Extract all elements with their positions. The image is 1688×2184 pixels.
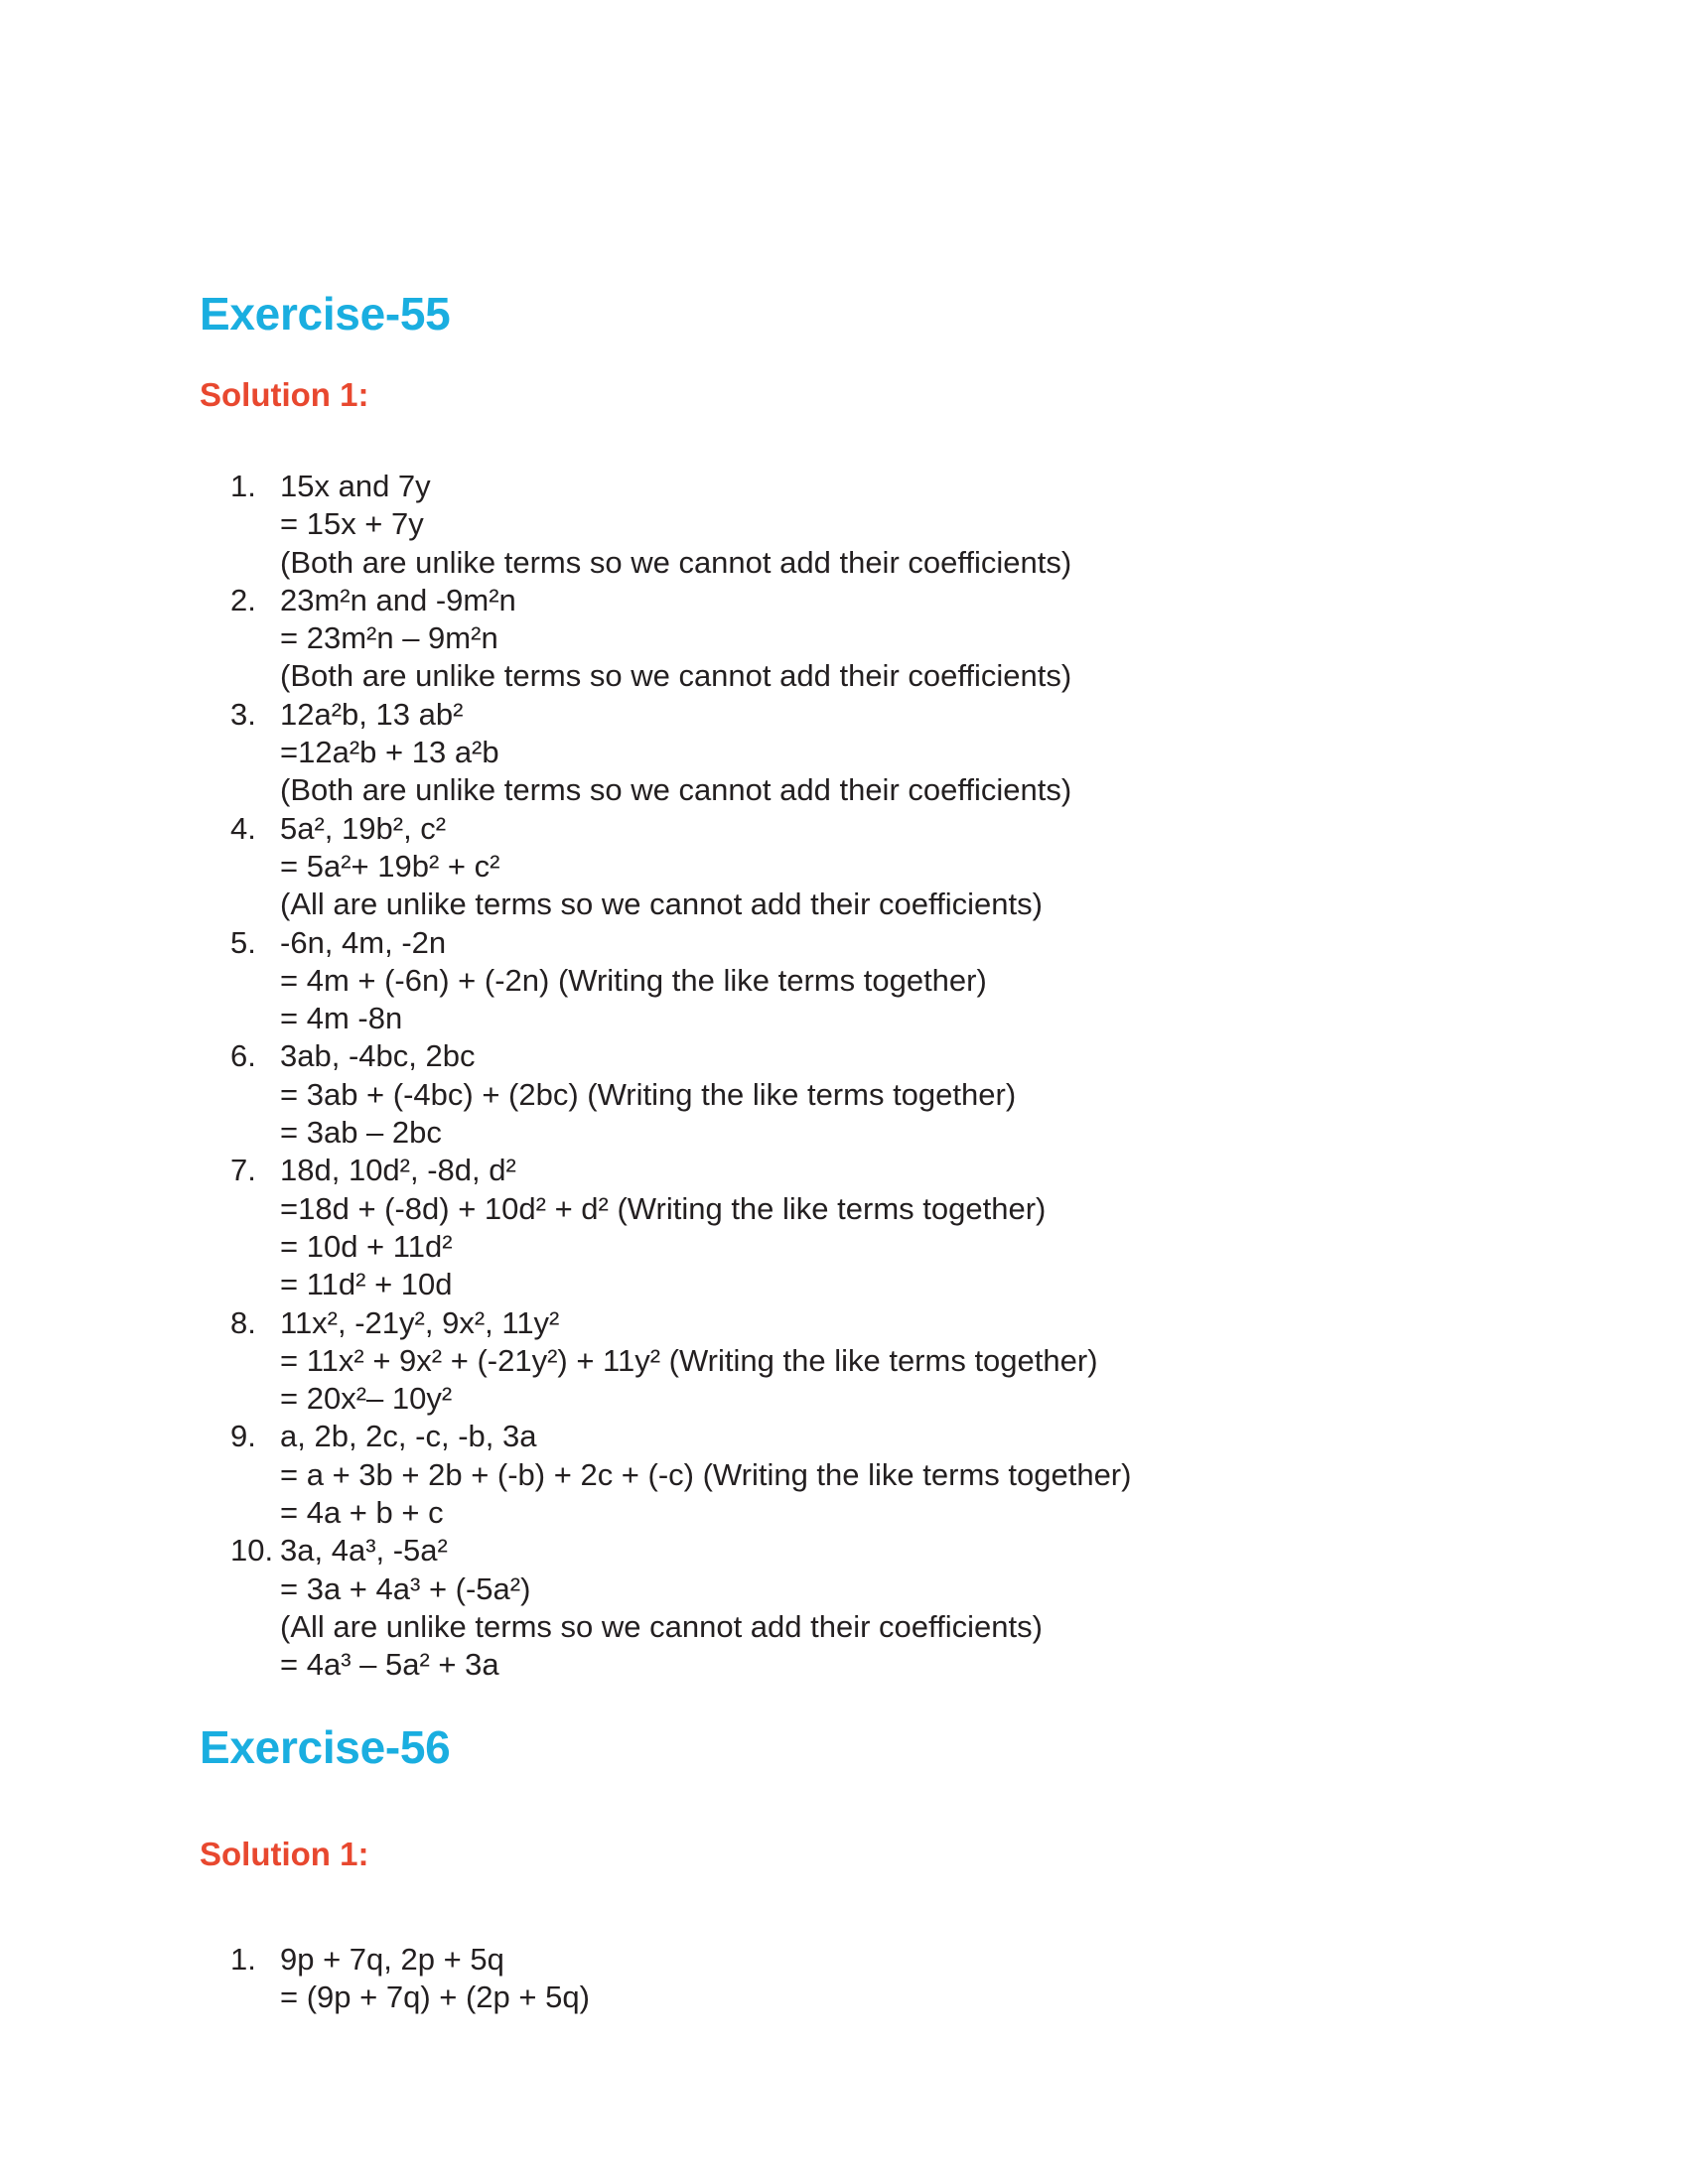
solution-item-5 [230,924,1131,1038]
exercise-55-heading: Exercise-55 [200,288,451,340]
exercise-56-heading: Exercise-56 [200,1721,451,1773]
item-line: (Both are unlike terms so we cannot add their coefficients) [280,772,1072,808]
item-number: 9. [230,1419,256,1454]
solution-item-10 [230,1532,1131,1684]
item-line: 9p + 7q, 2p + 5q [280,1942,504,1977]
solution-item-8 [230,1304,1131,1419]
item-line: =12a²b + 13 a²b [280,735,499,770]
exercise-56-solution-list [230,1941,590,2017]
item-number: 1. [230,1942,256,1977]
exercise-56-solution-1-heading: Solution 1: [200,1836,369,1872]
solution-item-9 [230,1418,1131,1532]
item-line: 3ab, -4bc, 2bc [280,1038,476,1074]
item-line: = 4a + b + c [280,1495,444,1531]
item-line: = 3ab + (-4bc) + (2bc) (Writing the like terms together) [280,1076,1017,1112]
item-line: (All are unlike terms so we cannot add their coefficients) [280,887,1043,922]
item-line: = 5a²+ 19b² + c² [280,848,500,884]
item-line: =18d + (-8d) + 10d² + d² (Writing the like terms together) [280,1190,1047,1226]
exercise-55-solution-1-heading: Solution 1: [200,376,369,413]
item-number: 10. [230,1533,274,1569]
solution-item-3 [230,696,1131,810]
item-line: = 11d² + 10d [280,1267,453,1302]
item-line: a, 2b, 2c, -c, -b, 3a [280,1419,537,1454]
solution-item-1 [230,1941,590,2017]
item-number: 6. [230,1038,256,1074]
solution-item-1 [230,468,1131,582]
item-line: -6n, 4m, -2n [280,924,447,960]
item-number: 7. [230,1153,256,1188]
item-line: 23m²n and -9m²n [280,582,516,617]
item-number: 8. [230,1304,256,1340]
item-line: (All are unlike terms so we cannot add their coefficients) [280,1608,1043,1644]
solution-item-6 [230,1037,1131,1152]
item-line: = 20x²– 10y² [280,1381,453,1417]
item-line: (Both are unlike terms so we cannot add their coefficients) [280,544,1072,580]
item-line: = 3ab – 2bc [280,1115,442,1151]
item-number: 3. [230,696,256,732]
item-line: = 4m -8n [280,1001,403,1036]
item-line: 12a²b, 13 ab² [280,696,464,732]
item-line: 5a², 19b², c² [280,810,447,846]
item-line: = 15x + 7y [280,506,424,542]
item-number: 4. [230,810,256,846]
item-line: (Both are unlike terms so we cannot add their coefficients) [280,658,1072,694]
solution-item-4 [230,810,1131,924]
item-line: 18d, 10d², -8d, d² [280,1153,516,1188]
item-line: = a + 3b + 2b + (-b) + 2c + (-c) (Writing the like terms together) [280,1456,1132,1492]
item-line: = 4a³ – 5a² + 3a [280,1647,499,1683]
exercise-55-solution-list [230,468,1131,1685]
item-line: 11x², -21y², 9x², 11y² [280,1304,560,1340]
item-line: = 3a + 4a³ + (-5a²) [280,1570,531,1606]
item-line: = 23m²n – 9m²n [280,620,498,656]
solution-item-7 [230,1152,1131,1303]
item-line: = 10d + 11d² [280,1228,453,1264]
item-line: 15x and 7y [280,469,431,503]
item-number: 1. [230,469,256,503]
item-line: = (9p + 7q) + (2p + 5q) [280,1979,590,2015]
item-line: = 11x² + 9x² + (-21y²) + 11y² (Writing the like terms together) [280,1342,1098,1378]
item-number: 2. [230,582,256,617]
item-number: 5. [230,924,256,960]
item-line: = 4m + (-6n) + (-2n) (Writing the like terms together) [280,962,987,998]
item-line: 3a, 4a³, -5a² [280,1533,448,1569]
solution-item-2 [230,582,1131,696]
